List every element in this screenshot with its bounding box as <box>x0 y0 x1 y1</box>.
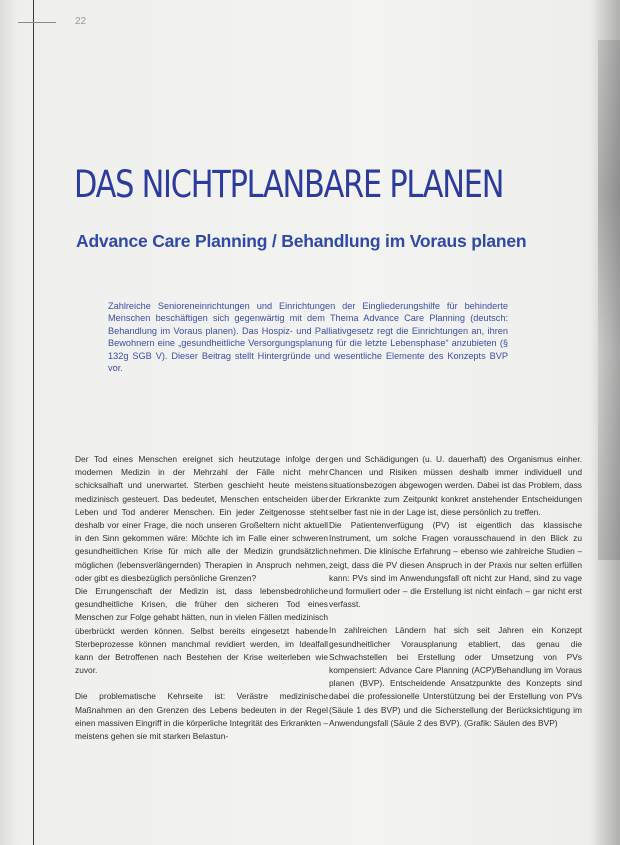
page-number: 22 <box>75 16 87 27</box>
body-paragraph: Die Errungenschaft der Medizin ist, dass lebensbedrohliche gesundheitliche Krisen, die früher den sicheren Tod eines Menschen zur Folge gehabt hätten, nun in vielen Fällen medizinisch überbrückt werden können. Selbst bereits eingesetzt habende Sterbeprozesse können manchmal revidiert werden, im Idealfall kann der Betroffenen nach Bestehen der Krise weiterleben wie zuvor. <box>75 586 328 676</box>
body-paragraph: Die Patientenverfügung (PV) ist eigentlich das klassische Instrument, um solche Fragen vorausschauend in den Blick zu nehmen. Die klinische Erfahrung – ebenso wie zahlreiche Studien – zeigt, dass die PV diesen Anspruch in der Praxis nur selten erfüllen kann: PVs sind im Anwendungsfall oft nicht zur Hand, sind zu vage und formuliert oder – die Erstellung ist nicht einfach – gar nicht erst verfasst. <box>329 520 582 610</box>
spine-line <box>33 0 34 845</box>
crop-mark <box>18 22 56 23</box>
body-paragraph: Der Tod eines Menschen ereignet sich heutzutage infolge der modernen Medizin in der Mehrzahl der Fälle nicht mehr schicksalhaft und unerwartet. Sterben geschieht heute meistens medizinisch gesteuert. Das bedeutet, Menschen entscheiden über Leben und Tod anderer Menschen. Ein jeder Zeitgenosse steht deshalb vor einer Frage, die noch unseren Großeltern nicht aktuell in den Sinn gekommen wäre: Möchte ich im Falle einer schweren gesundheitlichen Krise für mich alle der Medizin grundsätzlich möglichen (lebensverlängernden) Therapien in Anspruch nehmen, oder gibt es diesbezüglich persönliche Grenzen? <box>75 454 328 583</box>
body-paragraph: Die problematische Kehrseite ist: Verästre medizinische Maßnahmen an den Grenzen des Lebens bedeuten in der Regel einen massiven Eingriff in die körperliche Integrität des Erkrankten – meistens gehen sie mit starken Belastun- <box>75 691 328 742</box>
body-column-left <box>75 453 328 743</box>
article-title: DAS NICHTPLANBARE PLANEN <box>74 163 504 206</box>
article-intro: Zahlreiche Senioreneinrichtungen und Einrichtungen der Eingliederungshilfe für behinderte Menschen beschäftigen sich gegenwärtig mit dem Thema Advance Care Planning (deutsch: Behandlung im Voraus planen). Das Hospiz- und Palliativgesetz regt die Einrichtungen an, ihren Bewohnern eine „gesundheitliche Versorgungsplanung für die letzte Lebensphase“ anzubieten (§ 132g SGB V). Dieser Beitrag stellt Hintergründe und wesentliche Elemente des Konzepts BVP vor. <box>108 301 508 374</box>
article-subtitle: Advance Care Planning / Behandlung im Voraus planen <box>76 231 527 251</box>
body-paragraph: gen und Schädigungen (u. U. dauerhaft) des Organismus einher. Chancen und Risiken müssen deshalb immer individuell und situationsbezogen abgewogen werden. Dabei ist das Problem, dass der Erkrankte zum Zeitpunkt konkret anstehender Entscheidungen selber fast nie in der Lage ist, diese persönlich zu treffen. <box>329 454 582 517</box>
page-edge-shadow <box>590 0 620 845</box>
body-paragraph: In zahlreichen Ländern hat sich seit Jahren ein Konzept gesundheitlicher Vorausplanung etabliert, das genau die Schwachstellen bei Erstellung oder Umsetzung von PVs kompensiert: Advance Care Planning (ACP)/Behandlung im Voraus planen (BVP). Entscheidende Ansatzpunkte des Konzepts sind dabei die professionelle Unterstützung bei der Erstellung von PVs (Säule 1 des BVP) und die Sicherstellung der Berücksichtigung im Anwendungsfall (Säule 2 des BVP). (Grafik: Säulen des BVP) <box>329 625 582 728</box>
body-column-right <box>329 453 582 730</box>
